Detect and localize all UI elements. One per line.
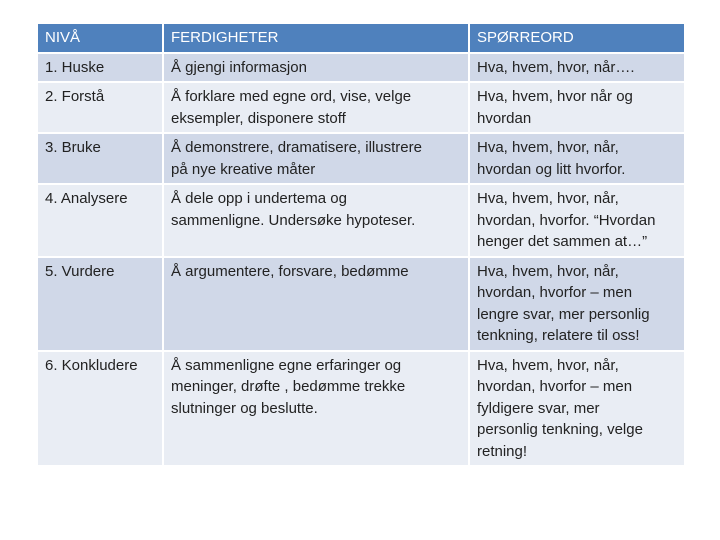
table-row (37, 351, 685, 467)
header-questions: SPØRREORD (469, 23, 685, 53)
level-cell: 2. Forstå (37, 82, 163, 133)
table-body (37, 53, 685, 467)
header-level: NIVÅ (37, 23, 163, 53)
questions-cell: Hva, hvem, hvor, når, hvordan, hvorfor – men lengre svar, mer personlig tenkning, relatere til oss! (469, 257, 685, 351)
questions-cell: Hva, hvem, hvor, når…. (469, 53, 685, 83)
questions-cell: Hva, hvem, hvor, når, hvordan, hvorfor – men fyldigere svar, mer personlig tenkning, velge retning! (469, 351, 685, 467)
questions-cell: Hva, hvem, hvor, når, hvordan og litt hvorfor. (469, 133, 685, 184)
skills-cell: Å dele opp i undertema og sammenligne. Undersøke hypoteser. (163, 184, 469, 257)
header-row (37, 23, 685, 53)
level-cell: 6. Konkludere (37, 351, 163, 467)
questions-cell: Hva, hvem, hvor når og hvordan (469, 82, 685, 133)
table-header (37, 23, 685, 53)
level-cell: 4. Analysere (37, 184, 163, 257)
table-row (37, 82, 685, 133)
level-cell: 3. Bruke (37, 133, 163, 184)
level-cell: 5. Vurdere (37, 257, 163, 351)
skills-cell: Å argumentere, forsvare, bedømme (163, 257, 469, 351)
skills-cell: Å demonstrere, dramatisere, illustrere på nye kreative måter (163, 133, 469, 184)
level-cell: 1. Huske (37, 53, 163, 83)
header-skills: FERDIGHETER (163, 23, 469, 53)
questions-cell: Hva, hvem, hvor, når, hvordan, hvorfor. “Hvordan henger det sammen at…” (469, 184, 685, 257)
bloom-taxonomy-table (36, 22, 686, 467)
table-row (37, 184, 685, 257)
table-row (37, 257, 685, 351)
skills-cell: Å forklare med egne ord, vise, velge eksempler, disponere stoff (163, 82, 469, 133)
skills-cell: Å gjengi informasjon (163, 53, 469, 83)
table-row (37, 53, 685, 83)
skills-cell: Å sammenligne egne erfaringer og meninger, drøfte , bedømme trekke slutninger og beslutte. (163, 351, 469, 467)
table-row (37, 133, 685, 184)
